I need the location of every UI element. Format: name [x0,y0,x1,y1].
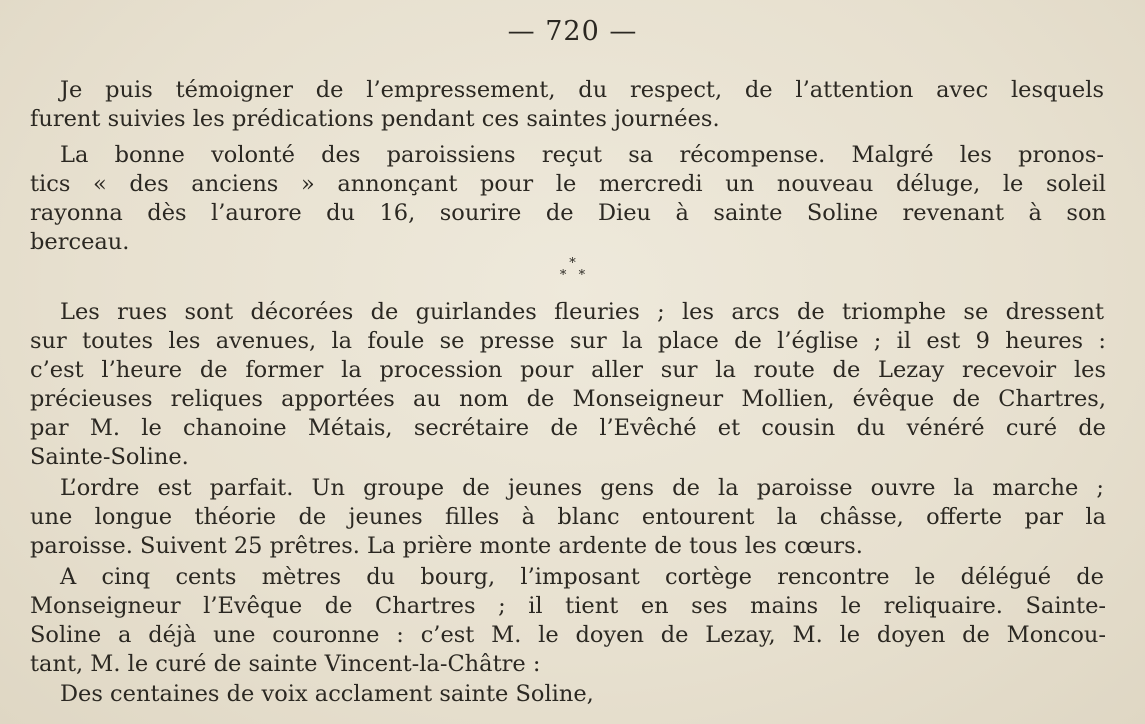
text-line: précieuses reliques apportées au nom de Monseigneur Mollien, évêque de Chartres, [30,386,1106,412]
text-line: Je puis témoigner de l’empressement, du respect, de l’attention avec lesquels [60,77,1104,103]
text-line: par M. le chanoine Métais, secrétaire de l’Evêché et cousin du vénéré curé de [30,415,1106,441]
star-ornament: * [578,268,586,283]
text-line: Sainte-Soline. [30,444,189,470]
text-line: berceau. [30,229,130,255]
text-line: une longue théorie de jeunes filles à blanc entourent la châsse, offerte par la [30,504,1106,530]
star-ornament: * [559,268,567,283]
text-line: tics « des anciens » annonçant pour le mercredi un nouveau déluge, le soleil [30,171,1106,197]
star-ornament: * [569,256,576,271]
text-line: Les rues sont décorées de guirlandes fleuries ; les arcs de triomphe se dressent [60,299,1104,325]
text-line: L’ordre est parfait. Un groupe de jeunes gens de la paroisse ouvre la marche ; [60,475,1104,501]
text-line: rayonna dès l’aurore du 16, sourire de Dieu à sainte Soline revenant à son [30,200,1106,226]
text-line: tant, M. le curé de sainte Vincent-la-Châtre : [30,651,541,677]
text-line: Monseigneur l’Evêque de Chartres ; il tient en ses mains le reliquaire. Sainte- [30,593,1106,619]
text-line: paroisse. Suivent 25 prêtres. La prière monte ardente de tous les cœurs. [30,533,863,559]
text-line: La bonne volonté des paroissiens reçut sa récompense. Malgré les pronos- [60,142,1104,168]
text-line: Soline a déjà une couronne : c’est M. le doyen de Lezay, M. le doyen de Moncou- [30,622,1106,648]
text-line: c’est l’heure de former la procession pour aller sur la route de Lezay recevoir les [30,357,1106,383]
section-break [0,258,1145,282]
section-break-bottom-row [0,270,1145,282]
page-number: — 720 — [507,16,638,47]
text-line: furent suivies les prédications pendant ces saintes journées. [30,106,720,132]
text-line: sur toutes les avenues, la foule se presse sur la place de l’église ; il est 9 heures : [30,328,1106,354]
text-line: A cinq cents mètres du bourg, l’imposant cortège rencontre le délégué de [60,564,1104,590]
text-line: Des centaines de voix acclament sainte Soline, [60,681,594,707]
